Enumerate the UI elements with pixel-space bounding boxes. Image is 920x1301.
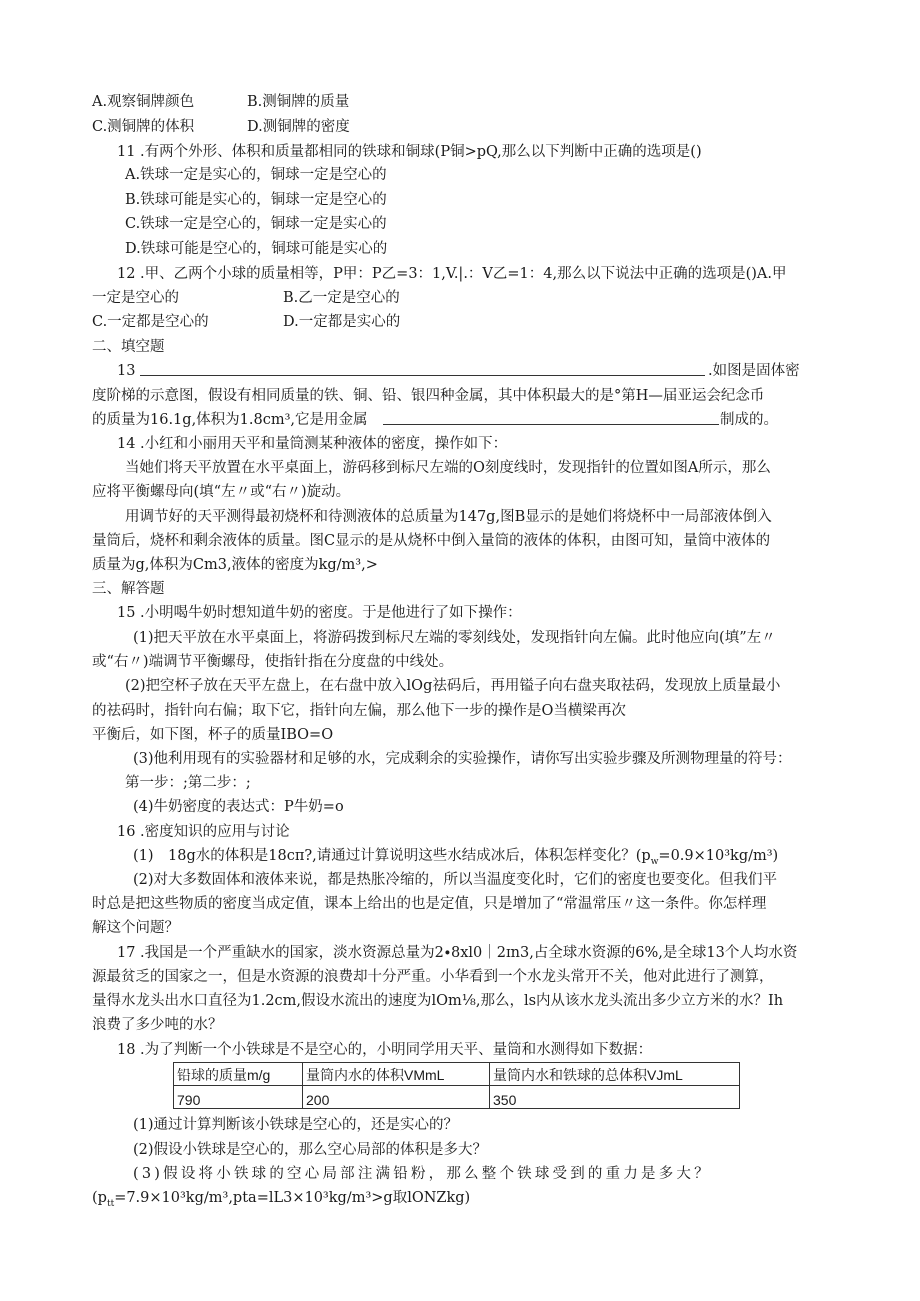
q17-line3: 量得水龙头出水口直径为1.2cm,假设水流出的速度为lOm⅛,那么，ls内从该水龙头流出多少立方米的水？Ih: [92, 993, 784, 1009]
q10-option-d: D.测铜牌的密度: [247, 119, 350, 135]
table-header-row: [174, 1063, 740, 1086]
q15-step1: (1)把天平放在水平桌面上，将游码拨到标尺左端的零刻线处，发现指针向左偏。此时他应向(填”左〃: [133, 630, 776, 646]
q17-line2: 源最贫乏的国家之一，但是水资源的浪费却十分严重。小华看到一个水龙头常开不关，他对此进行了测算，: [92, 969, 774, 985]
q13-line3-a: 的质量为16.1g,体积为1.8cm³,它是用金属: [92, 412, 368, 428]
table-cell: 200: [303, 1086, 490, 1109]
table-header-cell: 量筒内水的体积VMmL: [303, 1063, 490, 1086]
q13-answer-blank-2: [383, 410, 719, 431]
q12-option-a-cont: 一定是空心的: [92, 290, 179, 306]
q11-stem: 11 .有两个外形、体积和质量都相同的铁球和铜球(P铜>pQ,那么以下判断中正确的选项是(): [117, 144, 702, 160]
q18-data-table: [173, 1062, 740, 1109]
table-header-cell: 量筒内水和铁球的总体积VJmL: [490, 1063, 740, 1086]
q11-option-d: D.铁球可能是空心的，铜球可能是实心的: [125, 241, 388, 257]
q14-para1-cont: 应将平衡螺母向(填“左〃或“右〃)旋动。: [92, 484, 351, 500]
q15-step2-cont2: 平衡后，如下图，杯子的质量IBO=O: [92, 727, 334, 743]
q15-step4: (4)牛奶密度的表达式：P牛奶=o: [133, 799, 344, 815]
q16-part2-cont2: 解这个问题？: [92, 920, 179, 936]
q15-stem: 15 .小明喝牛奶时想知道牛奶的密度。于是他进行了如下操作：: [117, 605, 522, 621]
q10-option-b: B.测铜牌的质量: [247, 94, 350, 110]
q12-option-b: B.乙一定是空心的: [283, 290, 400, 306]
q18-stem: 18 .为了判断一个小铁球是不是空心的，小明同学用天平、量筒和水测得如下数据：: [117, 1042, 653, 1058]
q13-line3-b: 制成的。: [720, 412, 778, 428]
section-fill-blank-heading: 二、填空题: [92, 339, 165, 355]
table-row: [174, 1086, 740, 1109]
q14-para2-cont2: 质量为g,体积为Cm3,液体的密度为kg∕m³,>: [92, 557, 378, 573]
q16-stem: 16 .密度知识的应用与讨论: [117, 824, 290, 840]
q18-part3: (3)假设将小铁球的空心局部注满铅粉，那么整个铁球受到的重力是多大？: [133, 1166, 712, 1182]
q13-number: 13: [117, 363, 136, 379]
q11-option-a: A.铁球一定是实心的，铜球一定是空心的: [125, 167, 387, 183]
q14-stem: 14 .小红和小丽用天平和量筒测某种液体的密度，操作如下：: [117, 436, 508, 452]
q16-part1: (1) 18g水的体积是18cπ?,请通过计算说明这些水结成冰后，体积怎样变化？$(p_w=0.9\times 10^3kg∕m^3)$: [133, 848, 779, 867]
q12-option-c: C.一定都是空心的: [92, 314, 209, 330]
q12-option-d: D.一定都是实心的: [283, 314, 401, 330]
q14-para2-cont: 量筒后，烧杯和剩余液体的质量。图C显示的是从烧杯中倒入量筒的液体的体积，由图可知，量筒中液体的: [92, 533, 771, 549]
q16-part2: (2)对大多数固体和液体来说，都是热胀冷缩的，所以当温度变化时，它们的密度也要变化。但我们平: [133, 872, 778, 888]
q16-part2-cont: 时总是把这些物质的密度当成定值，课本上给出的也是定值，只是增加了“常温常压〃这一条件。你怎样理: [92, 896, 767, 912]
section-solve-heading: 三、解答题: [92, 581, 165, 597]
q13-line2: 度阶梯的示意图，假设有相同质量的铁、铜、铅、银四种金属，其中体积最大的是°第H—届亚运会纪念币: [92, 388, 765, 404]
q15-step2-cont: 的祛码时，指针向右偏；取下它，指针向左偏，那么他下一步的操作是O当横梁再次: [92, 703, 626, 719]
q15-step3: (3)他利用现有的实验器材和足够的水，完成剩余的实验操作，请你写出实验步骤及所测物理量的符号：: [133, 751, 792, 767]
q18-part1: (1)通过计算判断该小铁球是空心的，还是实心的？: [133, 1117, 459, 1133]
q13-answer-blank-1: [140, 361, 705, 382]
q15-step1-cont: 或“右〃)端调节平衡螺母，使指针指在分度盘的中线处。: [92, 654, 454, 670]
table-header-cell: 铅球的质量m/g: [174, 1063, 303, 1086]
q15-step2: (2)把空杯子放在天平左盘上，在右盘中放入lOg祛码后，再用镒子向右盘夹取祛码，发现放上质量最小: [125, 678, 781, 694]
q13-line1-end: .如图是固体密: [708, 363, 800, 379]
table-cell: 790: [174, 1086, 303, 1109]
q11-option-b: B.铁球可能是实心的，铜球一定是空心的: [125, 192, 387, 208]
q11-option-c: C.铁球一定是空心的，铜球一定是实心的: [125, 216, 387, 232]
q18-part2: (2)假设小铁球是空心的，那么空心局部的体积是多大？: [133, 1142, 488, 1158]
q14-para1: 当她们将天平放置在水平桌面上，游码移到标尺左端的O刻度线时，发现指针的位置如图A所示，那么: [125, 460, 771, 476]
q10-option-c: C.测铜牌的体积: [92, 119, 195, 135]
q15-step3-cont: 第一步：;第二步：;: [125, 775, 251, 791]
q14-para2: 用调节好的天平测得最初烧杯和待测液体的总质量为147g,图B显示的是她们将烧杯中一局部液体倒入: [125, 509, 772, 525]
q10-option-a: A.观察铜牌颜色: [92, 94, 195, 110]
q17-line1: 17 .我国是一个严重缺水的国家，淡水资源总量为2∙8xl0｜2ɪn3,占全球水资源的6%,是全球13个人均水资: [117, 945, 798, 961]
q18-part3-cont: ($p_{tt}=7.9\times 10^3kg∕m^3,pta=lL3\times 10^3kg∕m^3>g$取lONZkg): [92, 1190, 471, 1209]
q17-line4: 浪费了多少吨的水？: [92, 1017, 223, 1033]
table-cell: 350: [490, 1086, 740, 1109]
q12-stem: 12 .甲、乙两个小球的质量相等，P甲：P乙=3：1,V.|.：V乙=1：4,那么以下说法中正确的选项是()A.甲: [117, 266, 787, 282]
